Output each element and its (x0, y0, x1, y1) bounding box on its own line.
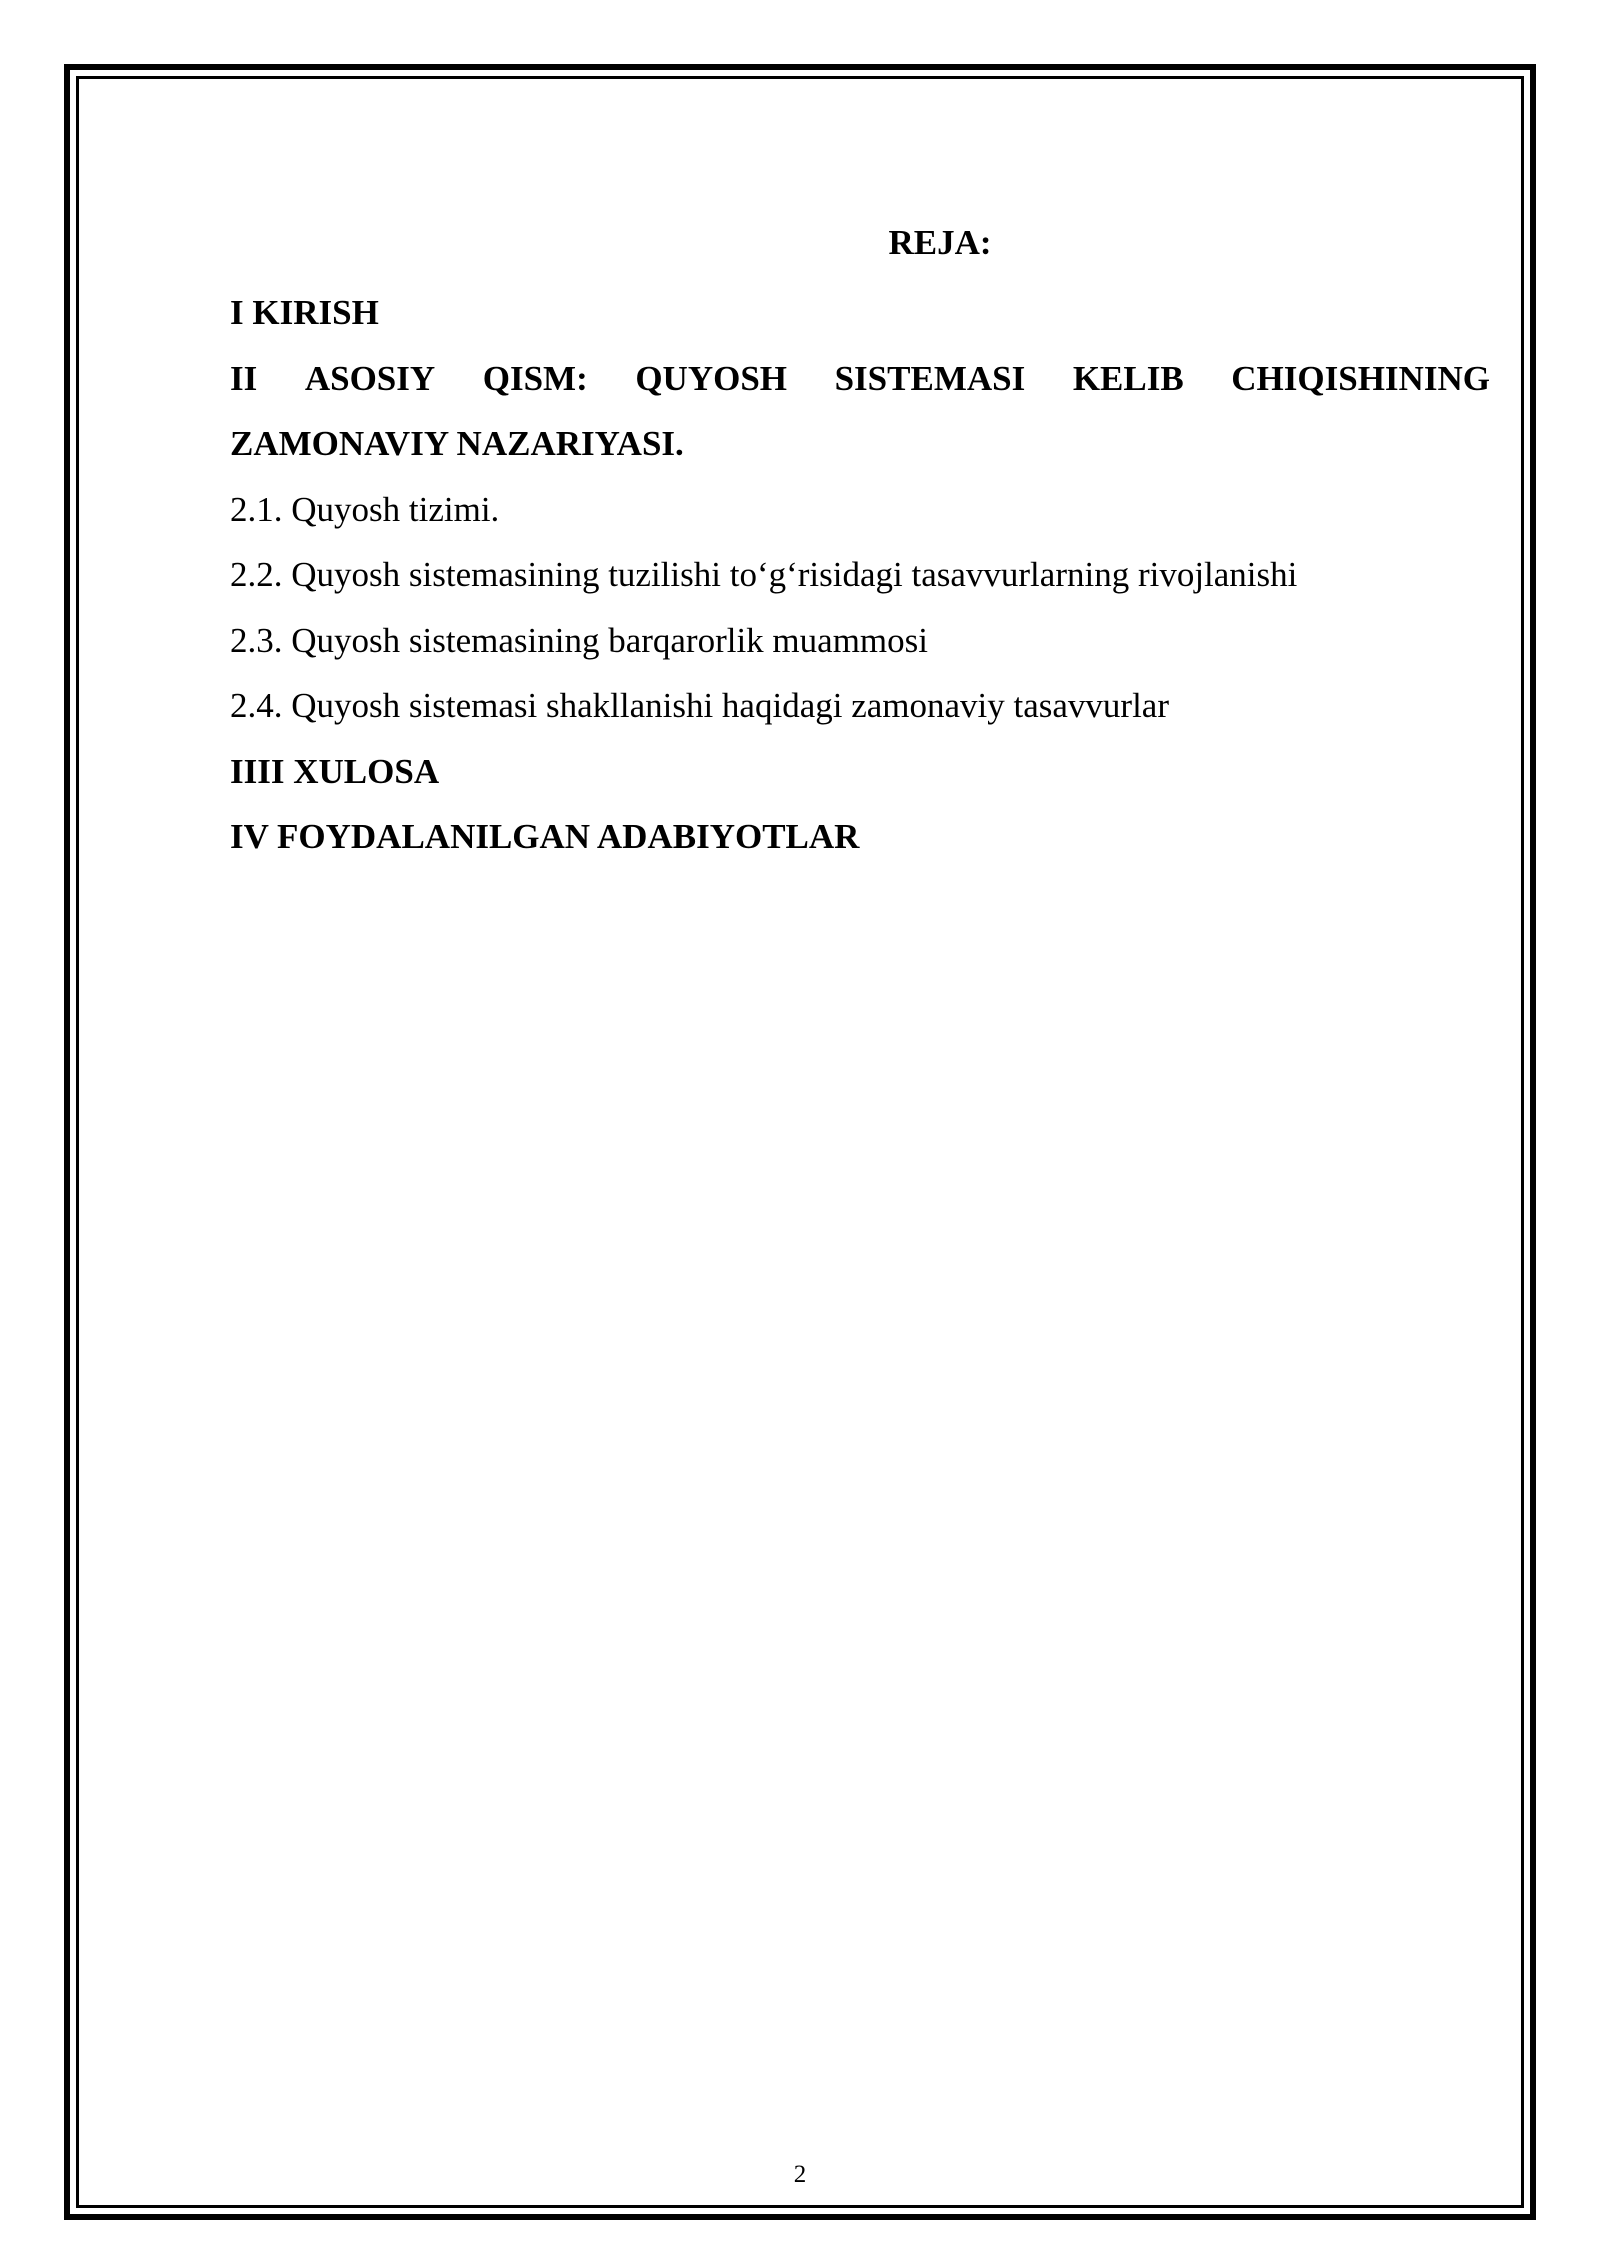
item-sub-4: 2.4. Quyosh sistemasi shakllanishi haqidagi zamonaviy tasavvurlar (230, 686, 1169, 725)
main-word: QUYOSH (635, 358, 788, 398)
main-word: SISTEMASI (834, 358, 1026, 398)
main-word: ASOSIY (304, 358, 436, 398)
item-sub-2: 2.2. Quyosh sistemasining tuzilishi to‘g‘risidagi tasavvurlarning rivojlanishi (230, 555, 1298, 594)
main-word: CHIQISHINING (1231, 358, 1490, 398)
main-word: KELIB (1072, 358, 1184, 398)
plan-title: REJA: (888, 223, 992, 262)
item-conclusion: IIII XULOSA (230, 751, 440, 791)
item-main-line2: ZAMONAVIY NAZARIYASI. (230, 424, 684, 463)
page-number: 2 (793, 2161, 807, 2188)
item-intro: I KIRISH (230, 293, 379, 332)
item-sub-1: 2.1. Quyosh tizimi. (230, 489, 500, 529)
item-main-line1 (230, 346, 1490, 412)
plan-content (230, 214, 1490, 870)
item-references: IV FOYDALANILGAN ADABIYOTLAR (230, 817, 860, 856)
main-word: II (230, 358, 258, 398)
main-word: QISM: (482, 358, 588, 398)
item-sub-3: 2.3. Quyosh sistemasining barqarorlik muammosi (230, 620, 928, 660)
